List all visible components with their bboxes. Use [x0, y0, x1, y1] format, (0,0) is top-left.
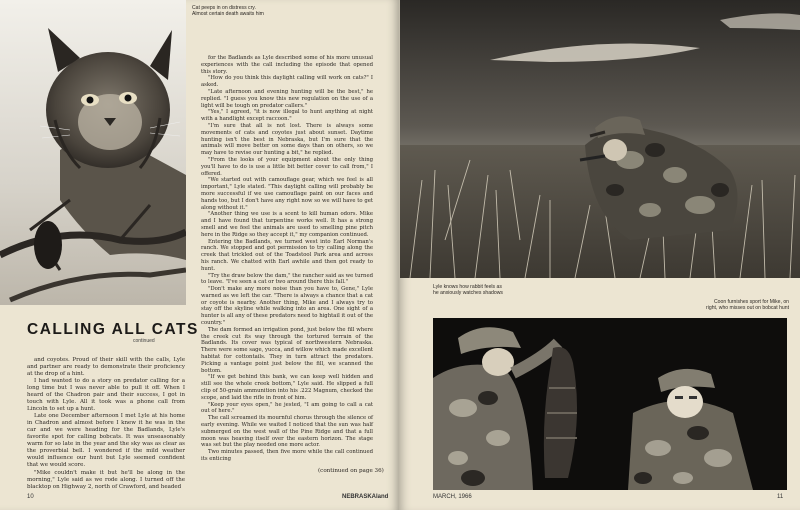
text-column-left	[27, 357, 185, 491]
paragraph: The call screamed its mournful chorus through the silence of early evening. While we waited I noticed that the sun was half submerged on the west wall of the Pine Ridge and that a full moon was heaving itself over the eastern horizon. The stage was set but the play needed one more actor.	[201, 415, 373, 449]
paragraph: "Another thing we use is a scent to kill human odors. Mike and I have found that turpentine works well. It has a strong smell and we feel the animals are used to smelling pine pitch here in the Ridge so they accept it," my companion continued.	[201, 211, 373, 238]
hunter-photo-caption	[433, 284, 583, 296]
paragraph: for the Badlands as Lyle described some of his more unusual experiences with the call including the episode that opened this story.	[201, 55, 373, 75]
paragraph: "If we get behind this bank, we can keep well hidden and still see the whole creek bottom," Lyle said. He slipped a full clip of 50-grain ammunition into his .222 Magnum, checked the scope, and laid the rifle in front of him.	[201, 374, 373, 401]
paragraph: "Late afternoon and evening hunting will be the best," he replied. "I guess you know this new regulation on the use of a light will be tough on predator callers."	[201, 88, 373, 109]
paragraph: "We started out with camouflage gear, which we feel is all important," Lyle stated. "This daylight calling will probably be more successful if we use camouflage paint on our faces and hands too, but I don't have any right now so we will have to get along without it."	[201, 177, 373, 211]
paragraph: "Try the draw below the dam," the rancher said as we turned to leave. "I've seen a cat or two around there this fall."	[201, 272, 373, 286]
paragraph: "Yes," I agreed, "it is now illegal to hunt anything at night with a handlight except raccoon."	[201, 109, 373, 123]
paragraph: "Don't make any more noise than you have to, Gene," Lyle warned as we left the car. "There is always a chance that a cat or coyote is nearby. Another thing, Mike and I always try to stay off the skyline while walking into an area. One sight of a hunter is all any of these predators need to hightail it out of the country."	[201, 286, 373, 327]
caption-line: Coon furnishes sport for Mike, on	[713, 299, 789, 305]
issue-date: MARCH, 1966	[433, 494, 472, 500]
paragraph: The dam formed an irrigation pond, just below the fill where the creek cut its way through the tortured terrain of the Badlands. Its cover was typical of northwestern Nebraska. There were some sage, yucca, and willow which made excellent habitat for cottontails. They in turn attract the predators. Picking a vantage point just below the fill, we scanned the bottom.	[201, 326, 373, 374]
bobcat-image	[0, 0, 186, 305]
hunter-image	[400, 0, 800, 278]
left-page	[0, 0, 399, 510]
caption-line: right, who misses out on bobcat hunt	[706, 305, 789, 312]
paragraph: I had wanted to do a story on predator calling for a long time but I was never able to pull it off. When I heard of the Chadron pair and their success, I got in touch with Lyle. All it took was a phone call from Lincoln to set up a hunt.	[27, 378, 185, 413]
right-page	[399, 0, 800, 510]
caption-line: Cat peeps in on distress cry.	[192, 5, 256, 11]
coon-photo-caption	[639, 299, 789, 311]
caption-line: he anxiously watches shadows	[433, 290, 503, 297]
paragraph: "Mike couldn't make it but he'll be along in the morning," Lyle said as we rode along. I turned off the blacktop on Highway 2, north of Crawford, and headed	[27, 469, 185, 490]
paragraph: Entering the Badlands, we turned west into Earl Norman's ranch. We stopped and got permission to try calling along the creek that trickled out of the Toadstool Park area and across his ranch. We chatted with Earl awhile and then got ready to hunt.	[201, 238, 373, 272]
paragraph: "From the looks of your equipment about the only thing you'll have to do is use a little bit better cover to call from," I offered.	[201, 156, 373, 177]
raccoon-hunters-photo	[433, 318, 787, 490]
bobcat-photo-caption	[192, 5, 352, 17]
paragraph: and coyotes. Proud of their skill with the calls, Lyle and partner are ready to demonstrate their proficiency at the drop of a hint.	[27, 357, 185, 378]
caption-line: Lyle knows how rabbit feels as	[433, 284, 502, 290]
caption-line: Almost certain death awaits him	[192, 11, 264, 18]
paragraph: Two minutes passed, then five more while the call continued its enticing	[201, 449, 373, 463]
magazine-title: NEBRASKAland	[342, 494, 389, 500]
continued-note: (continued on page 36)	[318, 468, 384, 474]
paragraph: Late one December afternoon I met Lyle at his home in Chadron and almost before I knew it he was in the car and we were heading for the Badlands, Lyle's favorite spot for calling bobcats. It was unseasonably warm for so late in the year and the sky was as clear as the proverbial bell. I wondered if the mild weather would influence our hunt but Lyle seemed confident that we would score.	[27, 413, 185, 469]
page-number-left: 10	[27, 494, 34, 500]
paragraph: "I'm sure that all is not lost. There is always some movements of cats and coyotes just about sunset. Daytime hunting isn't the best in Nebraska, but I'm sure that the animals will move better on some days than on others, so we may have to revise our hunting a bit," he replied.	[201, 122, 373, 157]
bobcat-photo	[0, 0, 186, 305]
paragraph: "Keep your eyes open," he jested, "I am going to call a cat out of here."	[201, 401, 373, 415]
hunter-photo	[400, 0, 800, 278]
continued-label: continued	[133, 338, 155, 344]
article-headline: CALLING ALL CATS	[27, 321, 199, 338]
paragraph: "How do you think this daylight calling will work on cats?" I asked.	[201, 75, 373, 89]
page-number-right: 11	[777, 494, 784, 500]
raccoon-hunters-image	[433, 318, 787, 490]
text-column-right	[201, 55, 373, 463]
